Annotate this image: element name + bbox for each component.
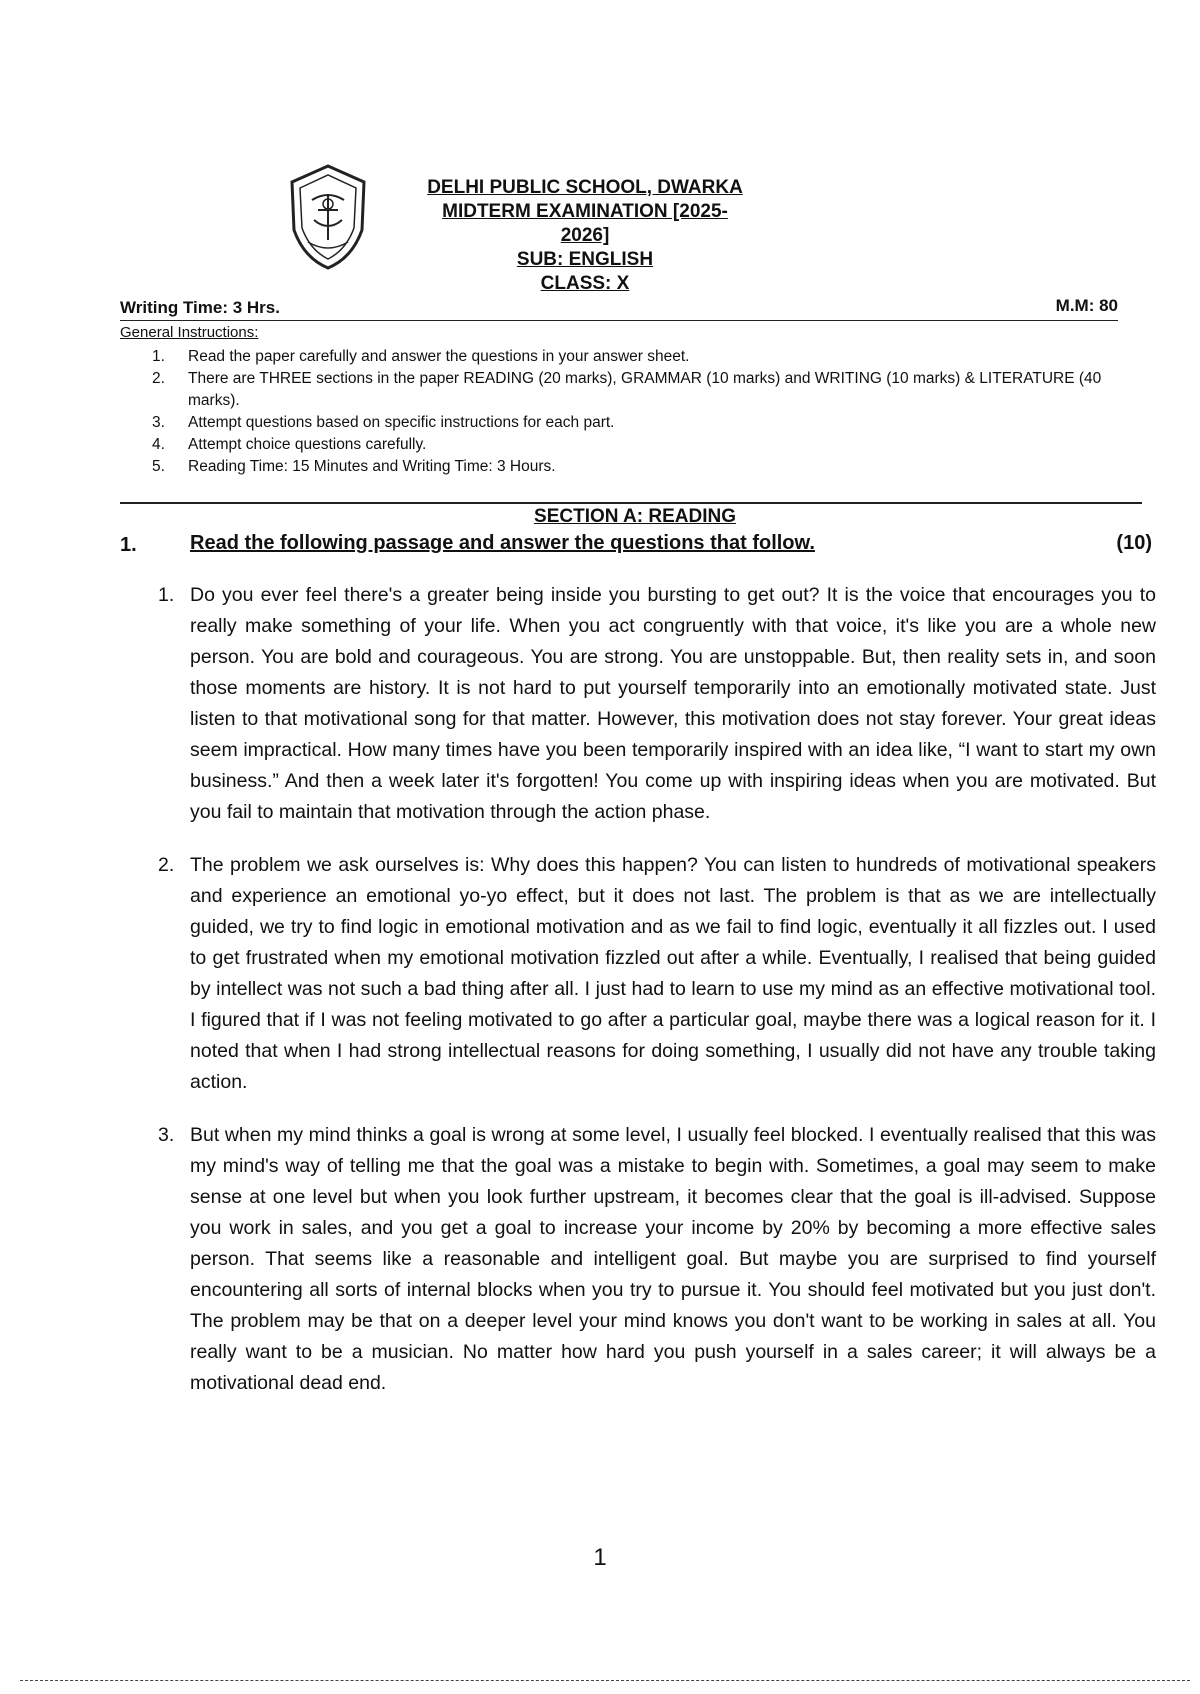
writing-time: Writing Time: 3 Hrs. <box>120 298 280 317</box>
instructions-title: General Instructions: <box>120 324 259 341</box>
paragraph-text: Do you ever feel there's a greater being inside you bursting to get out? It is the voice that encourages you to really make something of your life. When you act congruently with that voice, it's like you are a whole new person. You are bold and courageous. You are strong. You are unstoppable. But, then reality sets in, and soon those moments are history. It is not hard to put yourself temporarily into an emotionally motivated state. Just listen to that motivational song for that matter. However, this motivation does not stay forever. Your great ideas seem impractical. How many times have you been temporarily inspired with an idea like, “I want to start my own business.” And then a week later it's forgotten! You come up with inspiring ideas when you are motivated. But you fail to maintain that motivation through the action phase. <box>190 584 1156 823</box>
time-marks-row <box>120 296 1118 321</box>
class-name: CLASS: X <box>540 273 630 294</box>
school-name: DELHI PUBLIC SCHOOL, DWARKA <box>427 177 743 198</box>
footer-divider <box>20 1680 1190 1681</box>
instruction-item <box>152 346 1102 368</box>
max-marks: M.M: 80 <box>1055 296 1118 315</box>
paragraph-text: But when my mind thinks a goal is wrong at some level, I usually feel blocked. I eventually realised that this was my mind's way of telling me that the goal was a mistake to begin with. Sometimes, a goal may seem to make sense at one level but when you look further upstream, it becomes clear that the goal is ill-advised. Suppose you work in sales, and you get a goal to increase your income by 20% by becoming a more effective sales person. That seems like a reasonable and intelligent goal. But maybe you are surprised to find yourself encountering all sorts of internal blocks when you try to pursue it. You should feel motivated but you just don't. The problem may be that on a deeper level your mind knows you don't want to be working in sales at all. You really want to be a musician. No matter how hard you push yourself in a sales career; it will always be a motivational dead end. <box>190 1124 1156 1394</box>
instruction-text: Reading Time: 15 Minutes and Writing Time: 3 Hours. <box>188 458 556 475</box>
question-marks: (10) <box>1116 532 1152 554</box>
instruction-text: Read the paper carefully and answer the questions in your answer sheet. <box>188 348 690 365</box>
question-number: 1. <box>120 534 137 556</box>
exam-name: MIDTERM EXAMINATION [2025-2026] <box>442 201 728 246</box>
instruction-item <box>152 368 1102 412</box>
instruction-number: 2. <box>152 370 165 387</box>
instruction-item <box>152 434 1102 456</box>
instruction-text: Attempt choice questions carefully. <box>188 436 427 453</box>
instructions-list <box>152 346 1102 478</box>
reading-passage <box>158 580 1156 1421</box>
instruction-number: 3. <box>152 414 165 431</box>
passage-paragraph <box>158 850 1156 1098</box>
subject-name: SUB: ENGLISH <box>516 249 654 270</box>
paragraph-text: The problem we ask ourselves is: Why does this happen? You can listen to hundreds of motivational speakers and experience an emotional yo-yo effect, but it does not last. The problem is that as we are intellectually guided, we try to find logic in emotional motivation and as we fail to find logic, eventually it all fizzles out. I used to get frustrated when my emotional motivation fizzled out after a while. Eventually, I realised that being guided by intellect was not such a bad thing after all. I just had to learn to use my mind as an effective motivational tool. I figured that if I was not feeling motivated to go after a particular goal, maybe there was a logical reason for it. I noted that when I had strong intellectual reasons for doing something, I usually did not have any trouble taking action. <box>190 854 1156 1093</box>
passage-paragraph <box>158 580 1156 828</box>
instruction-text: Attempt questions based on specific instructions for each part. <box>188 414 615 431</box>
paragraph-number: 3. <box>158 1124 175 1146</box>
question-text: Read the following passage and answer the questions that follow. <box>190 532 815 554</box>
instruction-item <box>152 412 1102 434</box>
school-crest-logo <box>282 160 374 272</box>
page-number: 1 <box>593 1544 607 1571</box>
instruction-number: 1. <box>152 348 165 365</box>
passage-paragraph <box>158 1120 1156 1399</box>
instruction-number: 4. <box>152 436 165 453</box>
instruction-item <box>152 456 1102 478</box>
instruction-text: There are THREE sections in the paper READING (20 marks), GRAMMAR (10 marks) and WRITING (10 marks) & LITERATURE (40 marks). <box>188 370 1102 409</box>
section-title: SECTION A: READING <box>534 506 736 527</box>
paragraph-number: 1. <box>158 584 175 606</box>
instruction-number: 5. <box>152 458 165 475</box>
exam-header <box>420 176 750 296</box>
paragraph-number: 2. <box>158 854 175 876</box>
section-divider <box>120 502 1142 504</box>
